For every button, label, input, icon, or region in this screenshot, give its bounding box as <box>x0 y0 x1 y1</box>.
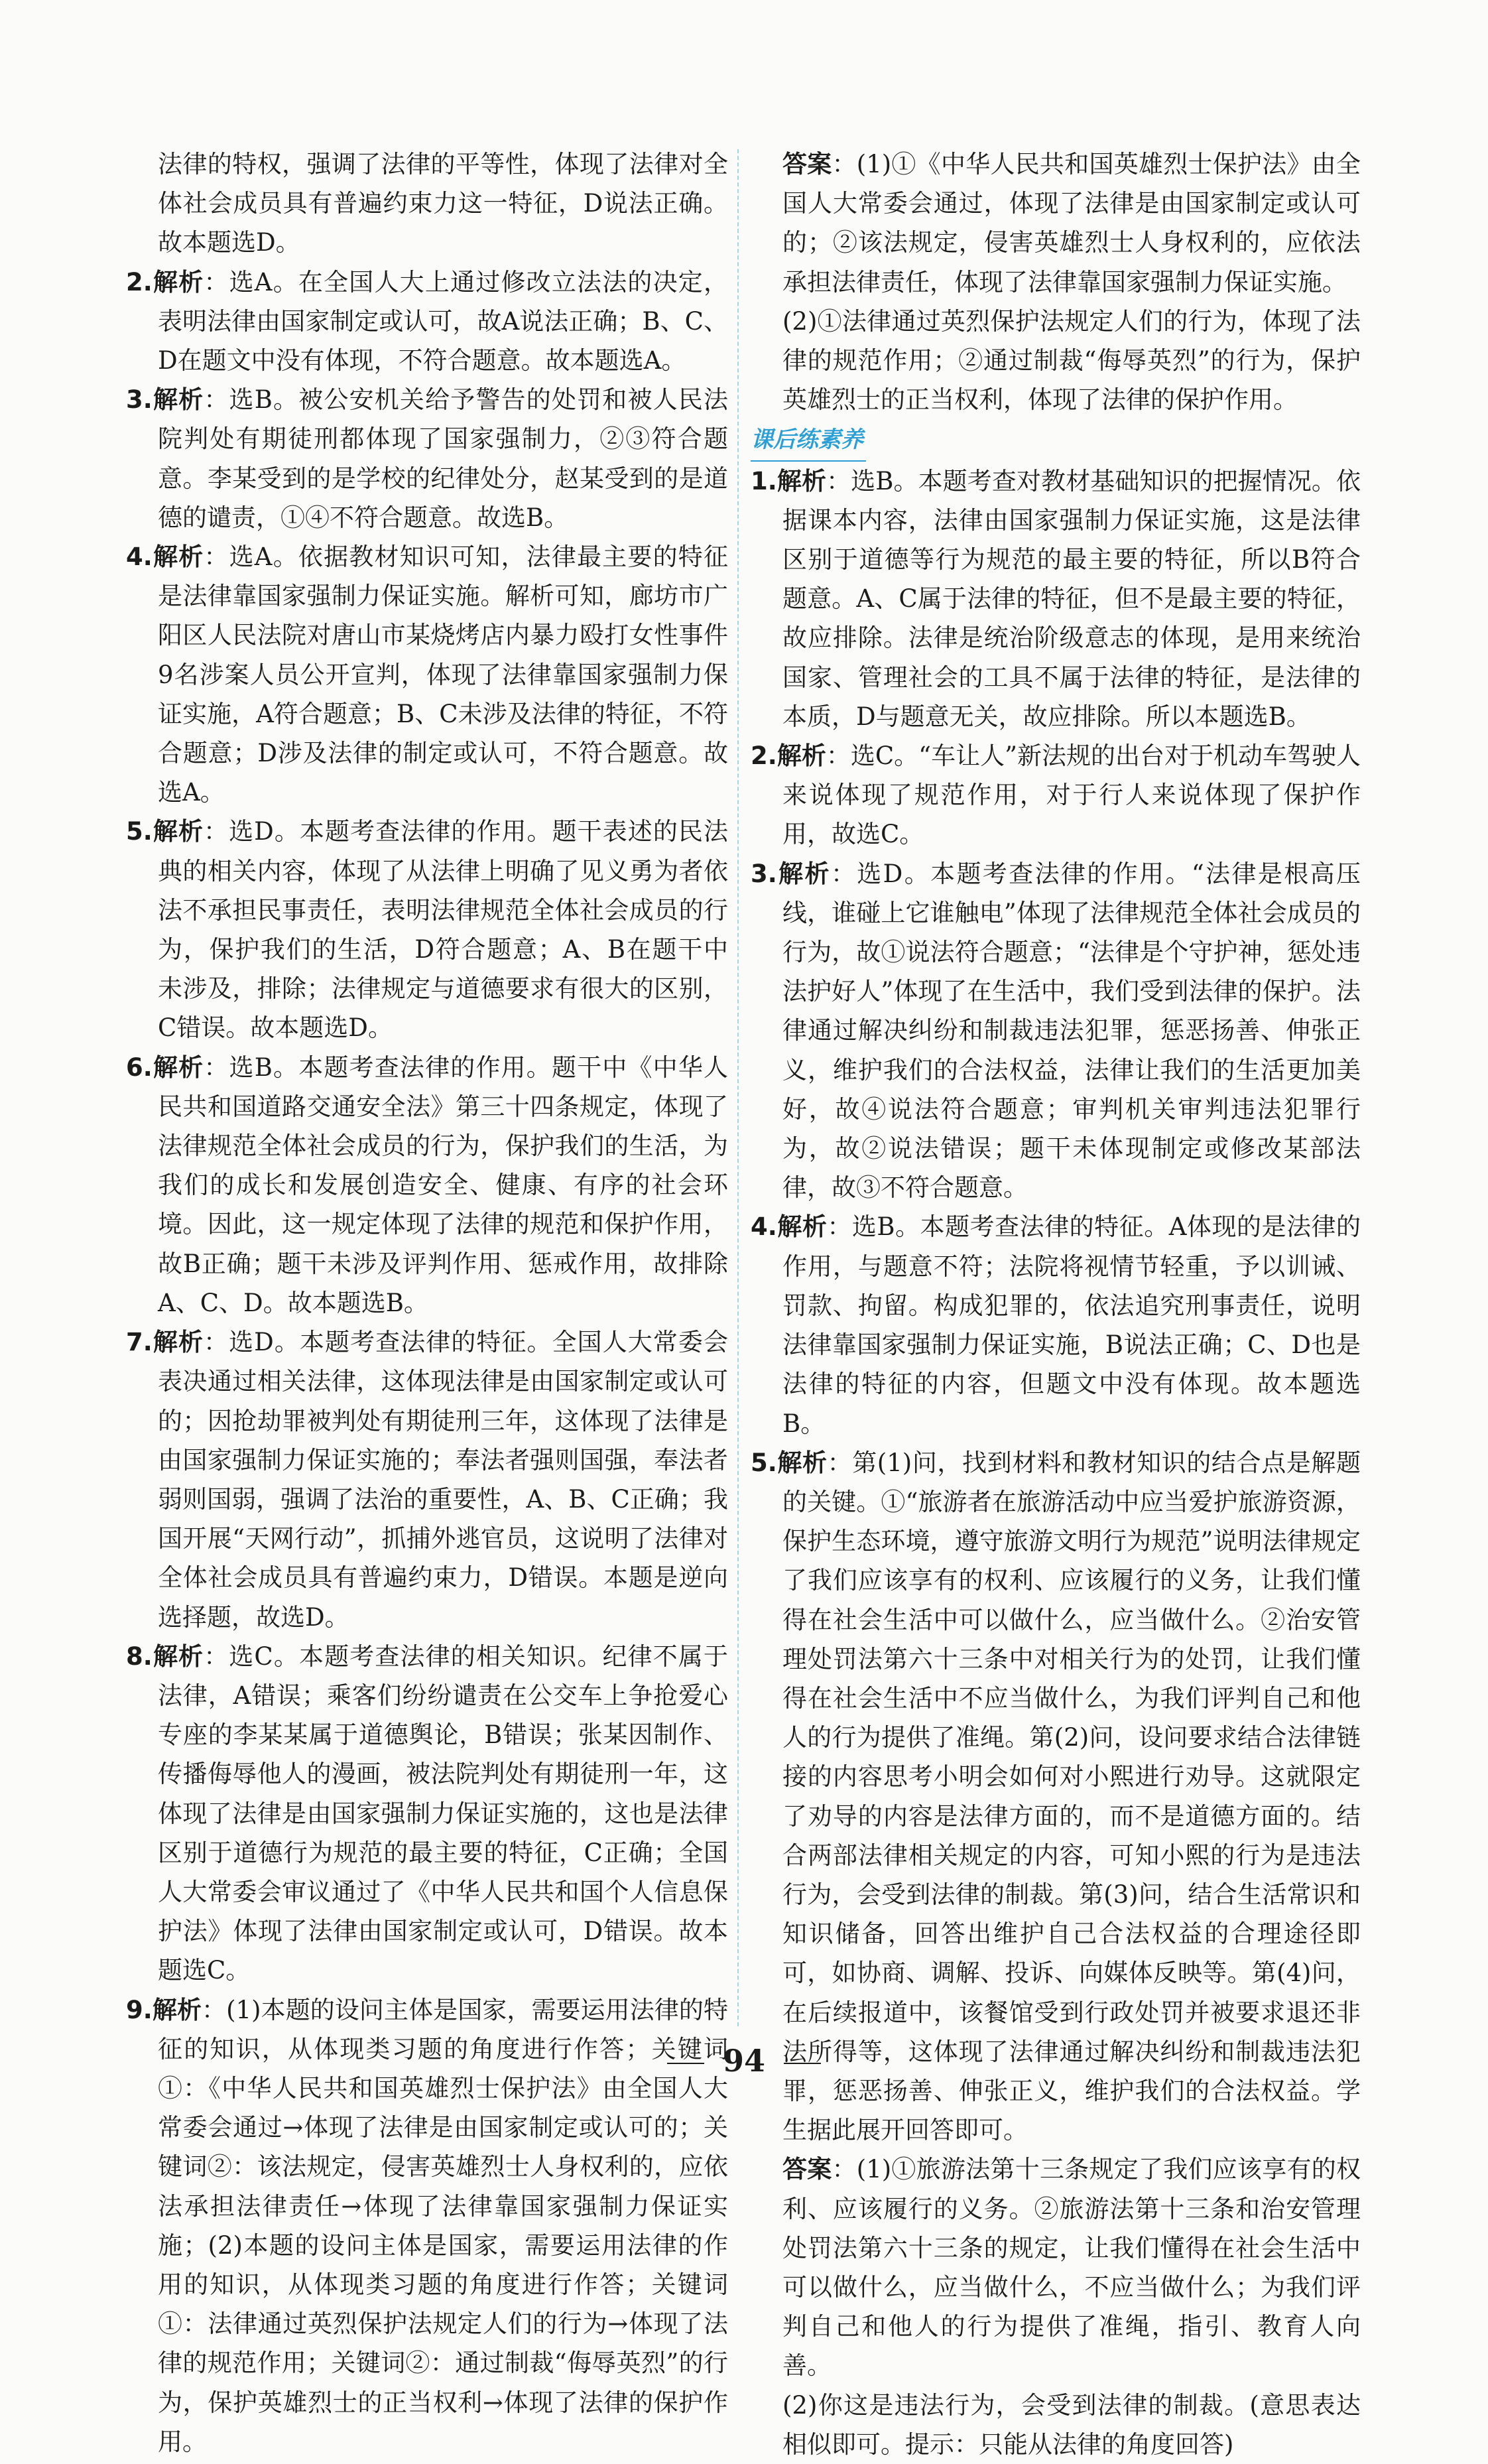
page-footer <box>0 2043 1488 2079</box>
page-number: 94 <box>722 2043 765 2079</box>
item-text: ：选A。依据教材知识可知，法律最主要的特征是法律靠国家强制力保证实施。解析可知，廊坊市广阳区人民法院对唐山市某烧烤店内暴力殴打女性事件9名涉案人员公开宣判，体现了法律靠国家强制力保证实施，A符合题意；B、C未涉及法律的特征，不符合题意；D涉及法律的制定或认可，不符合题意。故选A。 <box>158 543 728 807</box>
item-text: ：选C。本题考查法律的相关知识。纪律不属于法律，A错误；乘客们纷纷谴责在公交车上争抢爱心专座的李某某属于道德舆论，B错误；张某因制作、传播侮辱他人的漫画，被法院判处有期徒刑一年，这体现了法律是由国家强制力保证实施的，这也是法律区别于道德行为规范的最主要的特征，C正确；全国人大常委会审议通过了《中华人民共和国个人信息保护法》体现了法律由国家制定或认可，D错误。故本题选C。 <box>158 1642 728 1985</box>
item-text: ：选B。本题考查法律的作用。题干中《中华人民共和国道路交通安全法》第三十四条规定，体现了法律规范全体社会成员的行为，保护我们的生活，为我们的成长和发展创造安全、健康、有序的社会环境。因此，这一规定体现了法律的规范和保护作用，故B正确；题干未涉及评判作用、惩戒作用，故排除A、C、D。故本题选B。 <box>158 1053 728 1317</box>
item-text: ：第(1)问，找到材料和教材知识的结合点是解题的关键。①“旅游者在旅游活动中应当爱护旅游资源，保护生态环境，遵守旅游文明行为规范”说明法律规定了我们应该享有的权利、应该履行的义务，让我们懂得在社会生活中可以做什么，应当做什么。②治安管理处罚法第六十三条中对相关行为的处罚，让我们懂得在社会生活中不应当做什么，为我们评判自己和他人的行为提供了准绳。第(2)问，设问要求结合法律链接的内容思考小明会如何对小熙进行劝导。这就限定了劝导的内容是法律方面的，而不是道德方面的。结合两部法律相关规定的内容，可知小熙的行为是违法行为，会受到法律的制裁。第(3)问，结合生活常识和知识储备，回答出维护自己合法权益的合理途径即可，如协商、调解、投诉、向媒体反映等。第(4)问，在后续报道中，该餐馆受到行政处罚并被要求退还非法所得等，这体现了法律通过解决纠纷和制裁违法犯罪，惩恶扬善、伸张正义，维护我们的合法权益。学生据此展开回答即可。 <box>782 1448 1361 2145</box>
answer-block-1-part2: (2)①法律通过英烈保护法规定人们的行为，体现了法律的规范作用；②通过制裁“侮辱英烈”的行为，保护英雄烈士的正当权利，体现了法律的保护作用。 <box>782 306 1361 415</box>
answer-block-2-part2: (2)你这是违法行为，会受到法律的制裁。(意思表达相似即可。提示：只能从法律的角度回答) <box>782 2390 1361 2459</box>
item-number: 5. <box>126 817 153 846</box>
item-number: 3. <box>126 385 153 415</box>
item-number: 5. <box>751 1448 777 1477</box>
item-text: ：选B。被公安机关给予警告的处罚和被人民法院判处有期徒刑都体现了国家强制力，②③符合题意。李某受到的是学校的纪律处分，赵某受到的是道德的谴责，①④不符合题意。故选B。 <box>158 385 728 532</box>
answer-text: ：(1)①《中华人民共和国英雄烈士保护法》由全国人大常委会通过，体现了法律是由国家制定或认可的；②该法规定，侵害英雄烈士人身权利的，应依法承担法律责任，体现了法律靠国家强制力保证实施。 <box>782 150 1361 296</box>
item-keyword: 解析 <box>776 1212 828 1242</box>
item-keyword: 解析 <box>152 1642 204 1671</box>
item-number: 8. <box>126 1642 153 1671</box>
item-text: ：(1)本题的设问主体是国家，需要运用法律的特征的知识，从体现类习题的角度进行作答；关键词①：《中华人民共和国英雄烈士保护法》由全国人大常委会通过→体现了法律是由国家制定或认可的；关键词②：该法规定，侵害英雄烈士人身权利的，应依法承担法律责任→体现了法律靠国家强制力保证实施；(2)本题的设问主体是国家，需要运用法律的作用的知识，从体现类习题的角度进行作答；关键词①：法律通过英烈保护法规定人们的行为→体现了法律的规范作用；关键词②：通过制裁“侮辱英烈”的行为，保护英雄烈士的正当权利→体现了法律的保护作用。 <box>158 1995 728 2456</box>
item-number: 7. <box>126 1328 153 1357</box>
item-text: ：选D。本题考查法律的作用。题干表述的民法典的相关内容，体现了从法律上明确了见义勇为者依法不承担民事责任，表明法律规范全体社会成员的行为，保护我们的生活，D符合题意；A、B在题干中未涉及，排除；法律规定与道德要求有很大的区别，C错误。故本题选D。 <box>158 817 728 1043</box>
intro-paragraph: 法律的特权，强调了法律的平等性，体现了法律对全体社会成员具有普遍约束力这一特征，D说法正确。故本题选D。 <box>158 150 728 257</box>
answer-item <box>126 1323 728 1637</box>
item-keyword: 解析 <box>152 1995 202 2024</box>
footer-dash-left <box>667 2063 704 2064</box>
section-heading-wrap <box>751 419 1361 461</box>
item-text: ：选A。在全国人大上通过修改立法法的决定，表明法律由国家制定或认可，故A说法正确；B、C、D在题文中没有体现，不符合题意。故本题选A。 <box>158 267 728 375</box>
item-text: ：选D。本题考查法律的特征。全国人大常委会表决通过相关法律，这体现法律是由国家制定或认可的；因抢劫罪被判处有期徒刑三年，这体现了法律是由国家强制力保证实施的；奉法者强则国强，奉法者弱则国弱，强调了法治的重要性，A、B、C正确；我国开展“天网行动”，抓捕外逃官员，这说明了法律对全体社会成员具有普遍约束力，D错误。本题是逆向选择题，故选D。 <box>158 1328 728 1632</box>
column-divider <box>737 149 739 2026</box>
answer-item <box>126 1637 728 1990</box>
item-text: ：选D。本题考查法律的作用。“法律是根高压线，谁碰上它谁触电”体现了法律规范全体社会成员的行为，故①说法符合题意；“法律是个守护神，惩处违法护好人”体现了在生活中，我们受到法律的保护。法律通过解决纠纷和制裁违法犯罪，惩恶扬善、伸张正义，维护我们的合法权益，法律让我们的生活更加美好，故④说法符合题意；审判机关审判违法犯罪行为，故②说法错误；题干未体现制定或修改某部法律，故③不符合题意。 <box>782 859 1361 1202</box>
item-keyword: 解析 <box>152 385 204 415</box>
answer-item <box>751 736 1361 854</box>
item-number: 1. <box>751 466 777 495</box>
answer-block-1 <box>751 145 1361 302</box>
item-keyword: 解析 <box>152 267 204 296</box>
item-text: ：选C。“车让人”新法规的出台对于机动车驾驶人来说体现了规范作用，对于行人来说体现了保护作用，故选C。 <box>782 742 1361 849</box>
item-number: 2. <box>751 742 777 771</box>
answer-item <box>126 263 728 381</box>
left-column <box>126 145 728 2461</box>
answer-text: ：(1)①旅游法第十三条规定了我们应该享有的权利、应该履行的义务。②旅游法第十三条和治安管理处罚法第六十三条的规定，让我们懂得在社会生活中可以做什么，应当做什么，不应当做什么；为我们评判自己和他人的行为提供了准绳，指引、教育人向善。 <box>782 2155 1361 2380</box>
answer-label: 答案 <box>782 2155 832 2184</box>
item-number: 3. <box>751 859 777 888</box>
answer-item <box>126 537 728 812</box>
answer-item <box>126 812 728 1047</box>
answer-item <box>751 462 1361 736</box>
left-answer-list <box>126 263 728 2461</box>
item-keyword: 解析 <box>152 817 204 846</box>
answer-item <box>126 380 728 537</box>
item-number: 4. <box>751 1212 777 1242</box>
item-keyword: 解析 <box>776 1448 828 1477</box>
answer-block-2 <box>751 2150 1361 2385</box>
item-keyword: 解析 <box>776 742 826 771</box>
item-number: 4. <box>126 543 153 572</box>
item-number: 2. <box>126 267 153 296</box>
right-column <box>751 145 1361 2464</box>
item-number: 6. <box>126 1053 153 1082</box>
item-keyword: 解析 <box>776 466 827 495</box>
item-text: ：选B。本题考查对教材基础知识的把握情况。依据课本内容，法律由国家强制力保证实施，这是法律区别于道德等行为规范的最主要的特征，所以B符合题意。A、C属于法律的特征，但不是最主要的特征，故应排除。法律是统治阶级意志的体现，是用来统治国家、管理社会的工具不属于法律的特征，是法律的本质，D与题意无关，故应排除。所以本题选B。 <box>782 466 1361 731</box>
section-heading: 课后练素养 <box>751 421 866 461</box>
item-number: 9. <box>126 1995 153 2024</box>
item-keyword: 解析 <box>776 859 831 888</box>
answer-item <box>126 1048 728 1323</box>
item-keyword: 解析 <box>152 1328 204 1357</box>
answer-item <box>751 1207 1361 1443</box>
right-answer-list <box>751 462 1361 2150</box>
item-keyword: 解析 <box>152 1053 204 1082</box>
answer-label: 答案 <box>782 150 832 178</box>
item-keyword: 解析 <box>152 543 204 572</box>
answer-item <box>751 854 1361 1208</box>
item-text: ：选B。本题考查法律的特征。A体现的是法律的作用，与题意不符；法院将视情节轻重，予以训诫、罚款、拘留。构成犯罪的，依法追究刑事责任，说明法律靠国家强制力保证实施，B说法正确；C、D也是法律的特征的内容，但题文中没有体现。故本题选B。 <box>782 1212 1361 1438</box>
footer-dash-right <box>784 2063 821 2064</box>
